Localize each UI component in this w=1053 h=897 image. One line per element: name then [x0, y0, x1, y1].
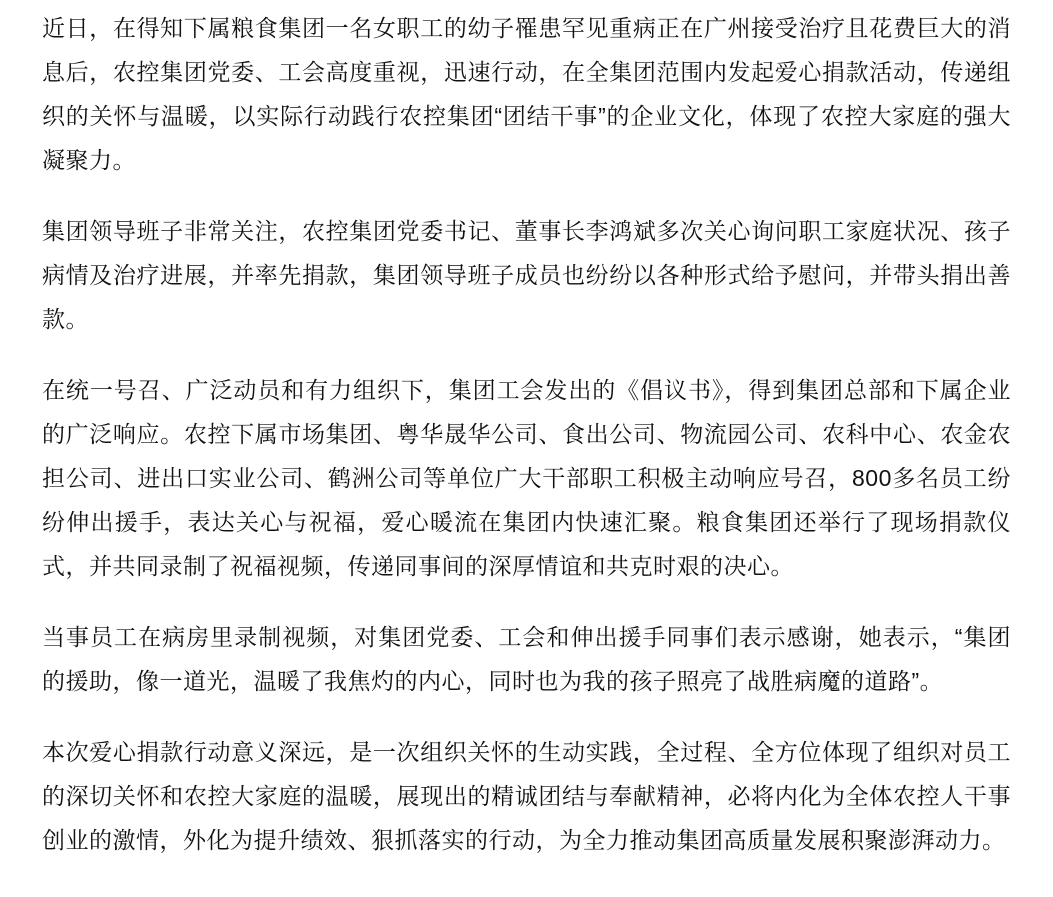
- article-paragraph: 近日，在得知下属粮食集团一名女职工的幼子罹患罕见重病正在广州接受治疗且花费巨大的消息后，农控集团党委、工会高度重视，迅速行动，在全集团范围内发起爱心捐款活动，传递组织的关怀与温暖，以实际行动践行农控集团“团结干事”的企业文化，体现了农控大家庭的强大凝聚力。: [42, 15, 1011, 173]
- article-paragraph: 在统一号召、广泛动员和有力组织下，集团工会发出的《倡议书》，得到集团总部和下属企业的广泛响应。农控下属市场集团、粤华晟华公司、食出公司、物流园公司、农科中心、农金农担公司、进出口实业公司、鹤洲公司等单位广大干部职工积极主动响应号召，800多名员工纷纷伸出援手，表达关心与祝福，爱心暖流在集团内快速汇聚。粮食集团还举行了现场捐款仪式，并共同录制了祝福视频，传递同事间的深厚情谊和共克时艰的决心。: [42, 377, 1011, 579]
- article-paragraph: 当事员工在病房里录制视频，对集团党委、工会和伸出援手同事们表示感谢，她表示，“集团的援助，像一道光，温暖了我焦灼的内心，同时也为我的孩子照亮了战胜病魔的道路”。: [42, 624, 1011, 694]
- article-paragraph: 本次爱心捐款行动意义深远，是一次组织关怀的生动实践，全过程、全方位体现了组织对员工的深切关怀和农控大家庭的温暖，展现出的精诚团结与奉献精神，必将内化为全体农控人干事创业的激情，外化为提升绩效、狠抓落实的行动，为全力推动集团高质量发展积聚澎湃动力。: [42, 739, 1011, 853]
- article-paragraph: 集团领导班子非常关注，农控集团党委书记、董事长李鸿斌多次关心询问职工家庭状况、孩子病情及治疗进展，并率先捐款，集团领导班子成员也纷纷以各种形式给予慰问，并带头捐出善款。: [42, 218, 1011, 332]
- article-body: [42, 6, 1011, 862]
